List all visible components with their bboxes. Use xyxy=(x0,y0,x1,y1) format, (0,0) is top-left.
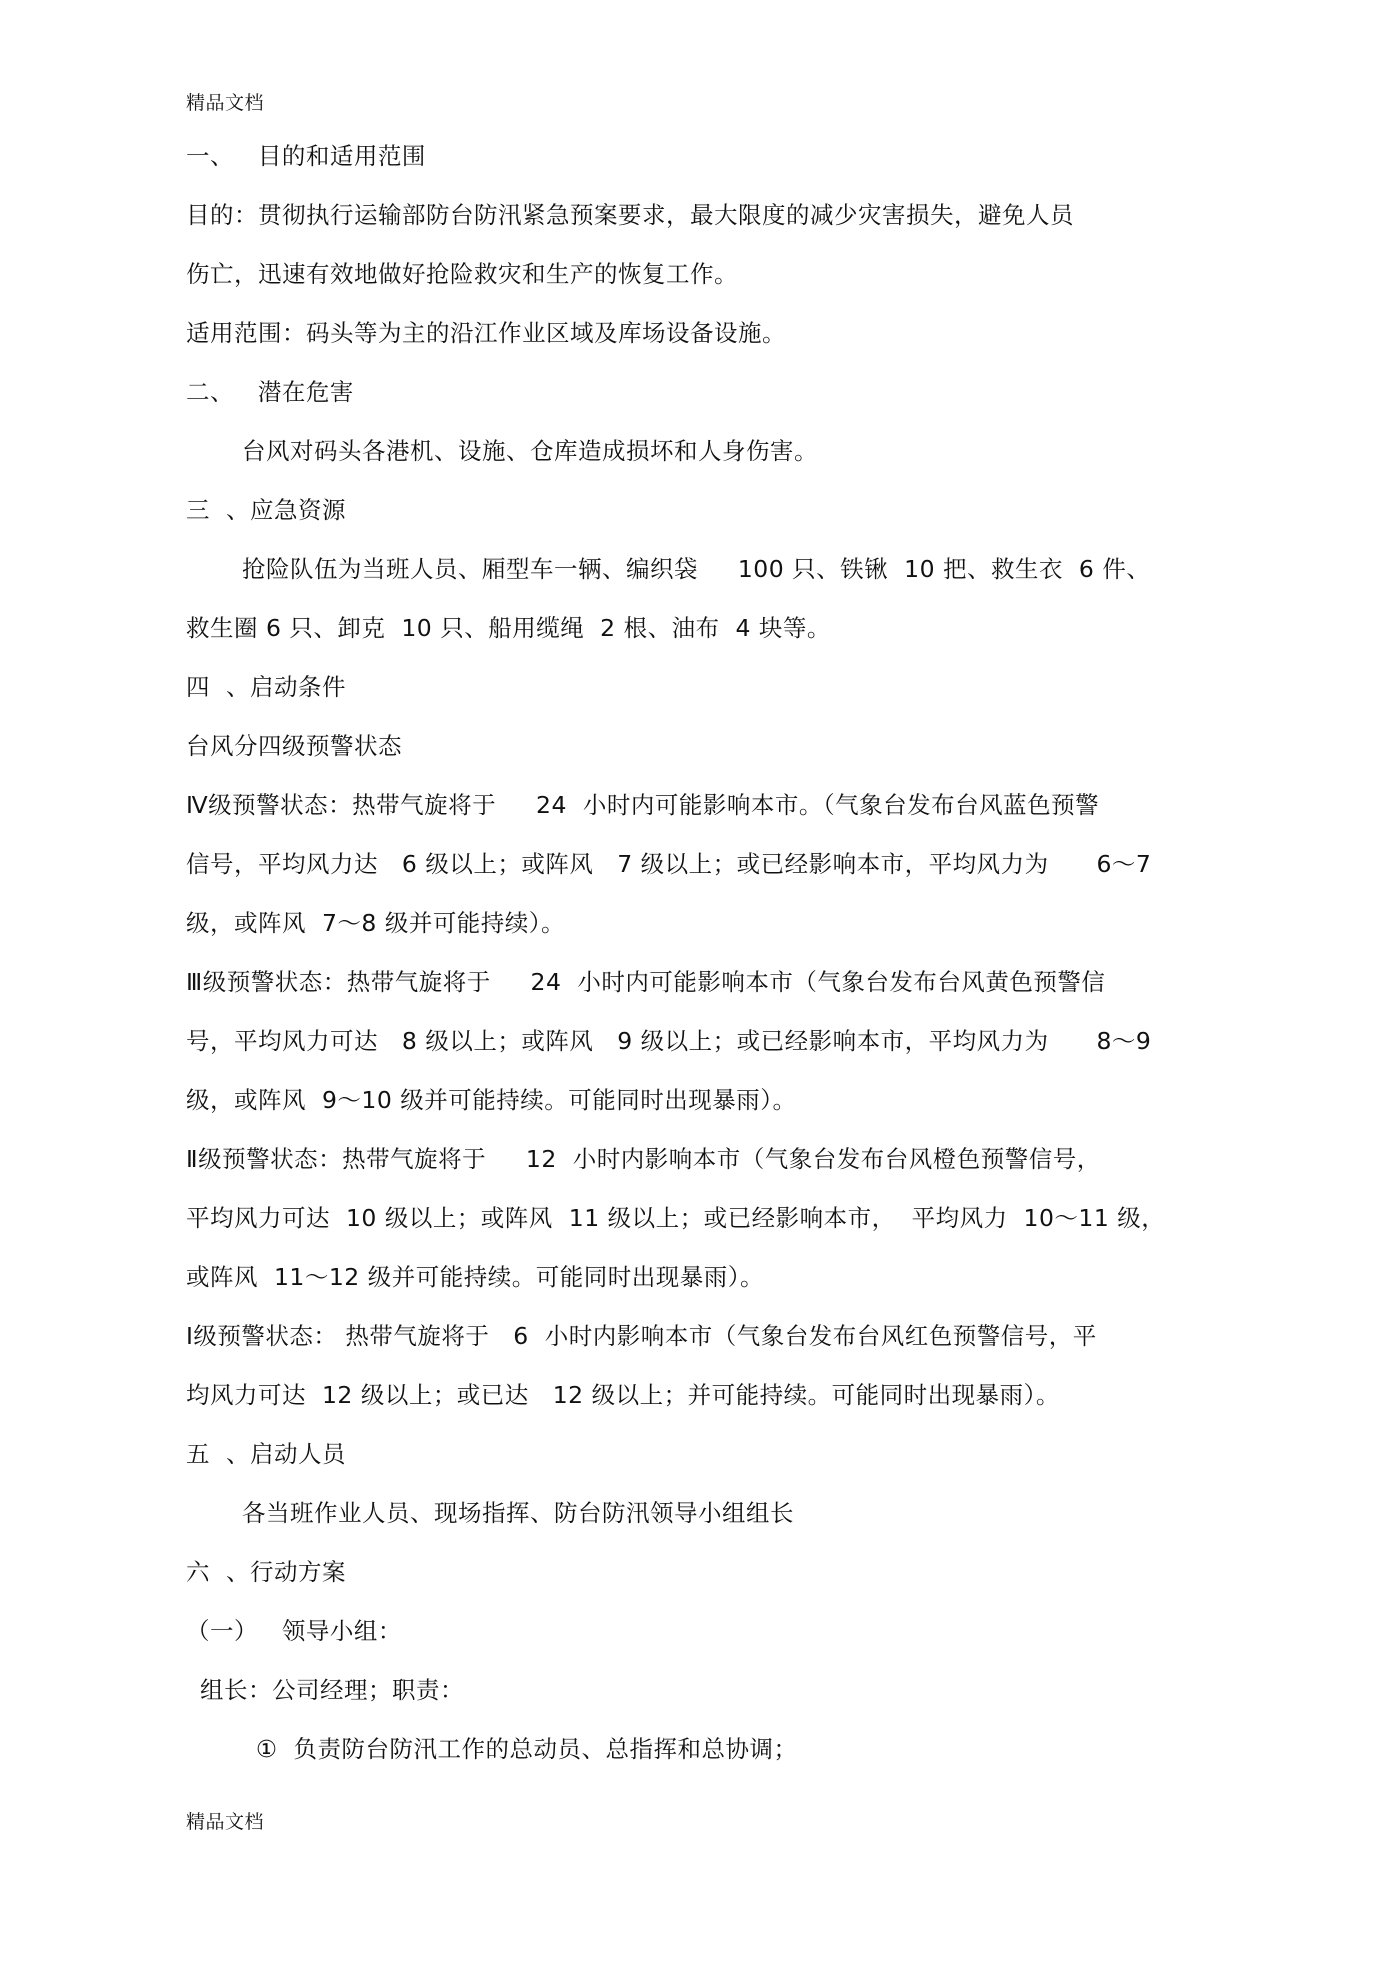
body-line: 伤亡，迅速有效地做好抢险救灾和生产的恢复工作。 xyxy=(186,260,738,288)
body-line: 级，或阵风 9～10 级并可能持续。可能同时出现暴雨）。 xyxy=(186,1086,797,1114)
body-line: 或阵风 11～12 级并可能持续。可能同时出现暴雨）。 xyxy=(186,1263,764,1291)
body-line: 号，平均风力可达 8 级以上；或阵风 9 级以上；或已经影响本市，平均风力为 8～9 xyxy=(186,1027,1152,1055)
section-heading-1: 一、 目的和适用范围 xyxy=(186,142,426,170)
body-line: 抢险队伍为当班人员、厢型车一辆、编织袋 100 只、铁锹 10 把、救生衣 6 件、 xyxy=(242,555,1151,583)
body-line: 平均风力可达 10 级以上；或阵风 11 级以上；或已经影响本市， 平均风力 10～11 级， xyxy=(186,1204,1166,1232)
section-heading-2: 二、 潜在危害 xyxy=(186,378,354,406)
list-item: ① 负责防台防汛工作的总动员、总指挥和总协调； xyxy=(256,1735,798,1763)
body-line: 级，或阵风 7～8 级并可能持续）。 xyxy=(186,909,566,937)
body-line: 各当班作业人员、现场指挥、防台防汛领导小组组长 xyxy=(242,1499,794,1527)
body-line: 目的：贯彻执行运输部防台防汛紧急预案要求，最大限度的减少灾害损失，避免人员 xyxy=(186,201,1074,229)
body-line: 救生圈 6 只、卸克 10 只、船用缆绳 2 根、油布 4 块等。 xyxy=(186,614,831,642)
section-heading-5: 五 、启动人员 xyxy=(186,1440,346,1468)
body-line: 信号，平均风力达 6 级以上；或阵风 7 级以上；或已经影响本市，平均风力为 6～7 xyxy=(186,850,1152,878)
body-line: 台风对码头各港机、设施、仓库造成损坏和人身伤害。 xyxy=(242,437,818,465)
warning-level-i: Ⅰ级预警状态： 热带气旋将于 6 小时内影响本市（气象台发布台风红色预警信号，平 xyxy=(186,1322,1097,1350)
warning-level-ii: Ⅱ级预警状态：热带气旋将于 12 小时内影响本市（气象台发布台风橙色预警信号， xyxy=(186,1145,1101,1173)
warning-level-iv: Ⅳ级预警状态：热带气旋将于 24 小时内可能影响本市。（气象台发布台风蓝色预警 xyxy=(186,791,1100,819)
section-heading-3: 三 、应急资源 xyxy=(186,496,346,524)
body-line: 组长：公司经理；职责： xyxy=(200,1676,464,1704)
warning-level-iii: Ⅲ级预警状态：热带气旋将于 24 小时内可能影响本市（气象台发布台风黄色预警信 xyxy=(186,968,1106,996)
page-footer: 精品文档 xyxy=(186,1811,265,1833)
subsection-heading: （一） 领导小组： xyxy=(186,1617,402,1645)
body-line: 台风分四级预警状态 xyxy=(186,732,402,760)
body-line: 适用范围：码头等为主的沿江作业区域及库场设备设施。 xyxy=(186,319,786,347)
section-heading-6: 六 、行动方案 xyxy=(186,1558,346,1586)
page-header: 精品文档 xyxy=(186,92,265,114)
body-line: 均风力可达 12 级以上；或已达 12 级以上；并可能持续。可能同时出现暴雨）。 xyxy=(186,1381,1060,1409)
section-heading-4: 四 、启动条件 xyxy=(186,673,346,701)
